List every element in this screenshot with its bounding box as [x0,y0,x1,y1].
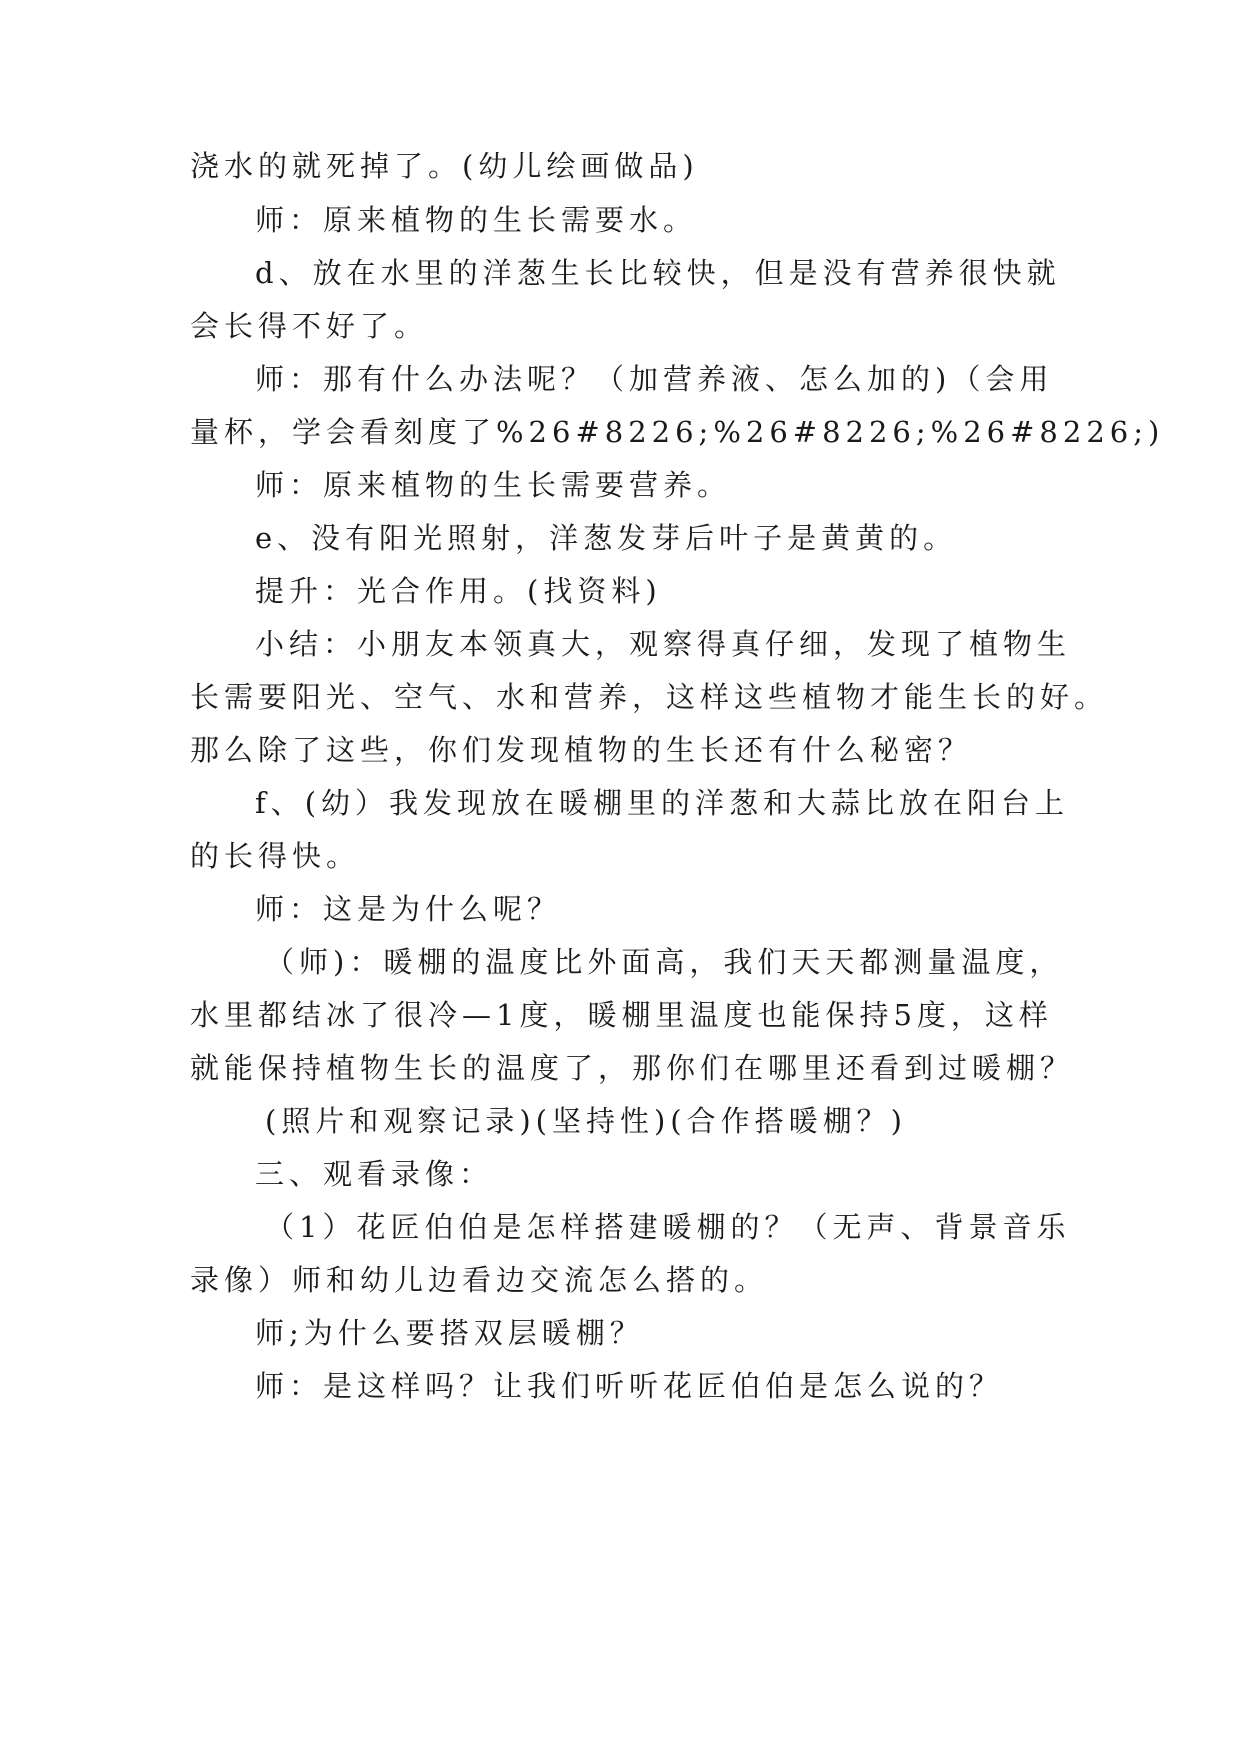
text-line: e、没有阳光照射，洋葱发芽后叶子是黄黄的。 [255,521,958,555]
text-line: 三、观看录像： [255,1157,494,1191]
text-line: 师：原来植物的生长需要水。 [255,203,698,237]
text-line: 会长得不好了。 [190,309,429,343]
text-line: 师：那有什么办法呢？（加营养液、怎么加的)（会用 [255,362,1054,396]
text-line: 小结：小朋友本领真大，观察得真仔细，发现了植物生 [255,627,1072,661]
text-line: 就能保持植物生长的温度了，那你们在哪里还看到过暖棚？ [190,1051,1075,1085]
text-line: 那么除了这些，你们发现植物的生长还有什么秘密？ [190,733,973,767]
text-line: 的长得快。 [190,839,361,873]
text-line: f、(幼）我发现放在暖棚里的洋葱和大蒜比放在阳台上 [255,786,1070,820]
text-line: d、放在水里的洋葱生长比较快，但是没有营养很快就 [255,256,1061,290]
text-line: （1）花匠伯伯是怎样搭建暖棚的？（无声、背景音乐 [265,1210,1071,1244]
text-line: 师：这是为什么呢？ [255,892,562,926]
text-line: (照片和观察记录)(坚持性)(合作搭暖棚？) [265,1104,907,1138]
text-line: 师：原来植物的生长需要营养。 [255,468,732,502]
text-line: 师;为什么要搭双层暖棚？ [255,1316,644,1350]
text-line: 水里都结冰了很冷—1度，暖棚里温度也能保持5度，这样 [190,998,1053,1032]
text-line: 师：是这样吗？让我们听听花匠伯伯是怎么说的？ [255,1369,1004,1403]
text-line: 量杯，学会看刻度了%26#8226;%26#8226;%26#8226;) [190,415,1165,449]
text-line: 长需要阳光、空气、水和营养，这样这些植物才能生长的好。 [190,680,1109,714]
text-line: 提升：光合作用。(找资料) [255,574,662,608]
text-line: （师)：暖棚的温度比外面高，我们天天都测量温度， [265,945,1064,979]
text-line: 浇水的就死掉了。(幼儿绘画做品) [190,149,699,183]
text-line: 录像）师和幼儿边看边交流怎么搭的。 [190,1263,769,1297]
